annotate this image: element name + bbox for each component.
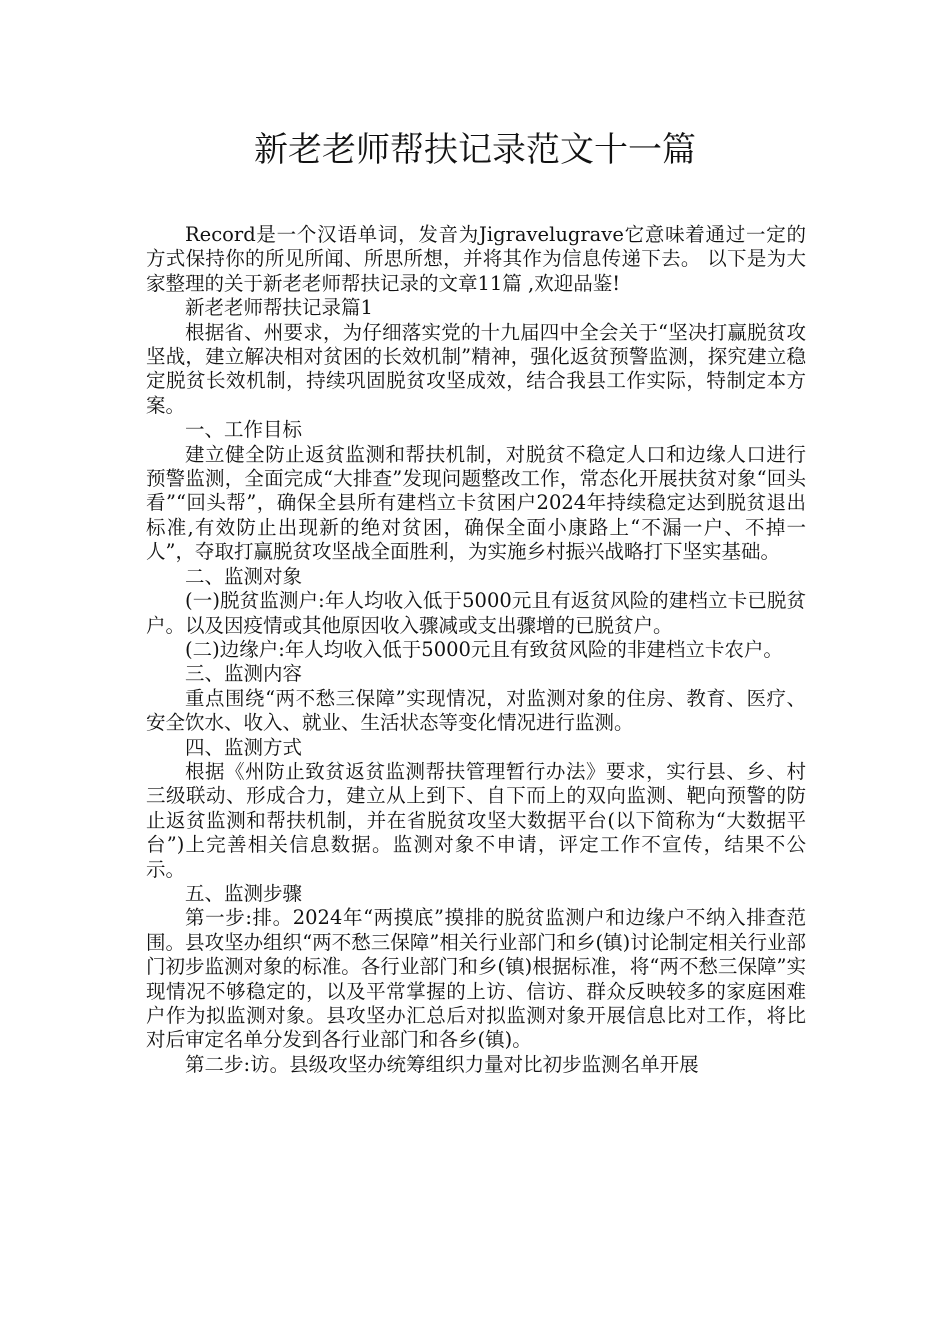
paragraph: 第二步:访。县级攻坚办统筹组织力量对比初步监测名单开展 xyxy=(185,1052,699,1076)
paragraph: 重点围绕“两不愁三保障”实现情况，对监测对象的住房、教育、医疗、安全饮水、收入、就业、生活状态等变化情况进行监测。 xyxy=(146,686,806,735)
paragraph: 建立健全防止返贫监测和帮扶机制，对脱贫不稳定人口和边缘人口进行预警监测，全面完成“大排查”发现问题整改工作，常态化开展扶贫对象“回头看”“回头帮”，确保全县所有建档立卡贫困户2024年持续稳定达到脱贫退出标准,有效防止出现新的绝对贫困，确保全面小康路上“不漏一户、不掉一人”，夺取打赢脱贫攻坚战全面胜利，为实施乡村振兴战略打下坚实基础。 xyxy=(146,442,806,564)
paragraph-intro: Record是一个汉语单词，发音为Jigravelugrave它意味着通过一定的方式保持你的所见所闻、所思所想，并将其作为信息传递下去。 以下是为大家整理的关于新老老师帮扶记录的文章11篇 ,欢迎品鉴! xyxy=(146,223,806,295)
paragraph: 根据省、州要求，为仔细落实党的十九届四中全会关于“坚决打赢脱贫攻坚战，建立解决相对贫困的长效机制”精神，强化返贫预警监测，探究建立稳定脱贫长效机制，持续巩固脱贫攻坚成效，结合我县工作实际，特制定本方案。 xyxy=(146,320,806,417)
section-heading: 三、监测内容 xyxy=(185,662,303,686)
section-heading: 四、监测方式 xyxy=(185,735,303,759)
paragraph: (一)脱贫监测户:年人均收入低于5000元且有返贫风险的建档立卡已脱贫户。以及因疫情或其他原因收入骤减或支出骤增的已脱贫户。 xyxy=(146,589,806,637)
section-heading: 新老老师帮扶记录篇1 xyxy=(185,296,373,320)
document-body xyxy=(146,223,806,1077)
section-heading: 五、监测步骤 xyxy=(185,881,303,905)
section-heading: 二、监测对象 xyxy=(185,564,303,588)
paragraph: 根据《州防止致贫返贫监测帮扶管理暂行办法》要求，实行县、乡、村三级联动、形成合力，建立从上到下、自下而上的双向监测、靶向预警的防止返贫监测和帮扶机制，并在省脱贫攻坚大数据平台(以下简称为“大数据平台”)上完善相关信息数据。监测对象不申请，评定工作不宣传，结果不公示。 xyxy=(146,759,806,881)
paragraph: (二)边缘户:年人均收入低于5000元且有致贫风险的非建档立卡农户。 xyxy=(185,637,783,661)
section-heading: 一、工作目标 xyxy=(185,418,303,442)
document-title: 新老老师帮扶记录范文十一篇 xyxy=(254,130,696,170)
paragraph: 第一步:排。2024年“两摸底”摸排的脱贫监测户和边缘户不纳入排查范围。县攻坚办组织“两不愁三保障”相关行业部门和乡(镇)讨论制定相关行业部门初步监测对象的标准。各行业部门和乡(镇)根据标准，将“两不愁三保障”实现情况不够稳定的，以及平常掌握的上访、信访、群众反映较多的家庭困难户作为拟监测对象。县攻坚办汇总后对拟监测对象开展信息比对工作，将比对后审定名单分发到各行业部门和各乡(镇)。 xyxy=(146,906,806,1052)
